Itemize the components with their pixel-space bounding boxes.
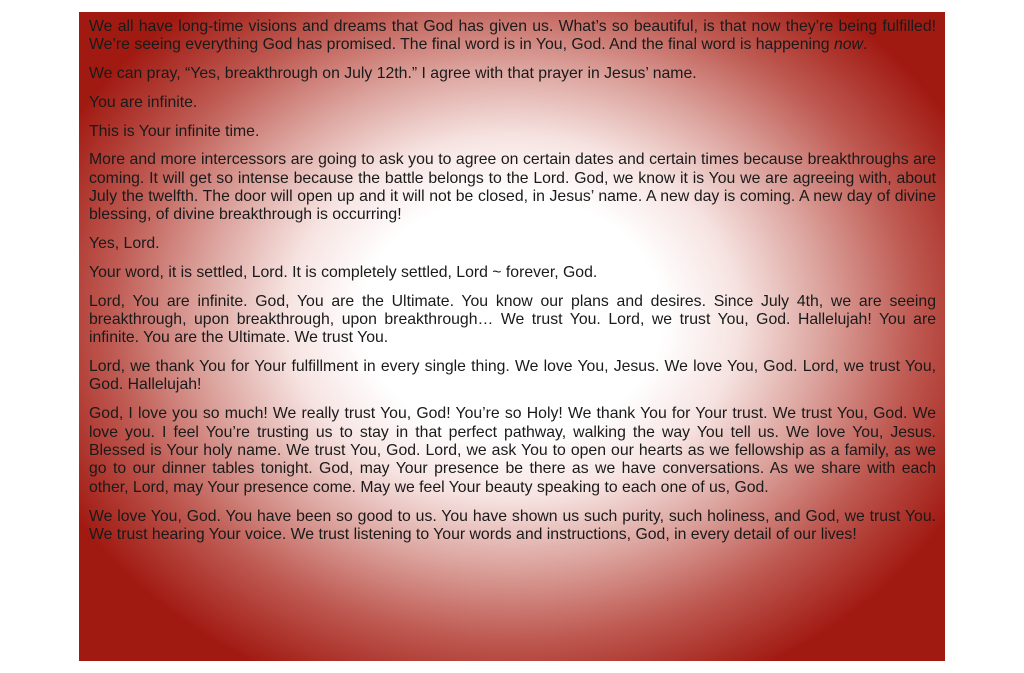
paragraph-3: You are infinite. xyxy=(89,93,198,111)
paragraph-1-end: . xyxy=(862,36,868,54)
paragraph-7: Your word, it is settled, Lord. It is completely settled, Lord ~ forever, God. xyxy=(89,263,598,281)
paragraph-1-text: We all have long-time visions and dreams that God has given us. What’s so beautiful, is that now they’re being fulfilled! We’re seeing everything God has promised. The final word is in You, God. And the final word is happening xyxy=(89,18,936,54)
paragraph-1 xyxy=(89,18,936,55)
paragraph-5: More and more intercessors are going to ask you to agree on certain dates and certain times because breakthroughs are coming. It will get so intense because the battle belongs to the Lord. God, we know it is You we are agreeing with, about July the twelfth. The door will open up and it will not be closed, in Jesus’ name. A new day is coming. A new day of divine blessing, of divine breakthrough is occurring! xyxy=(89,151,936,224)
paragraph-9: Lord, we thank You for Your fulfillment in every single thing. We love You, Jesus. We love You, God. Lord, we trust You, God. Hallelujah! xyxy=(89,358,936,394)
paragraph-6: Yes, Lord. xyxy=(89,235,160,253)
paragraph-2: We can pray, “Yes, breakthrough on July 12th.” I agree with that prayer in Jesus’ name. xyxy=(89,65,697,83)
paragraph-10: God, I love you so much! We really trust You, God! You’re so Holy! We thank You for Your trust. We trust You, God. We love you. I feel You’re trusting us to stay in that perfect pathway, walking the way You tell us. We love You, Jesus. Blessed is Your holy name. We trust You, God. Lord, we ask You to open our hearts as we fellowship as a family, as we go to our dinner tables tonight. God, may Your presence be there as we have conversations. As we share with each other, Lord, may Your presence come. May we feel Your beauty speaking to each one of us, God. xyxy=(89,405,936,496)
emphasized-word: now xyxy=(833,36,863,54)
document-panel xyxy=(79,12,945,661)
paragraph-4: This is Your infinite time. xyxy=(89,122,260,140)
paragraph-11: We love You, God. You have been so good to us. You have shown us such purity, such holiness, and God, we trust You. We trust hearing Your voice. We trust listening to Your words and instructions, God, in every detail of our lives! xyxy=(89,507,936,543)
paragraph-8: Lord, You are infinite. God, You are the Ultimate. You know our plans and desires. Since July 4th, we are seeing breakthrough, upon breakthrough, upon breakthrough… We trust You. Lord, we trust You, God. Hallelujah! You are infinite. You are the Ultimate. We trust You. xyxy=(89,292,936,347)
